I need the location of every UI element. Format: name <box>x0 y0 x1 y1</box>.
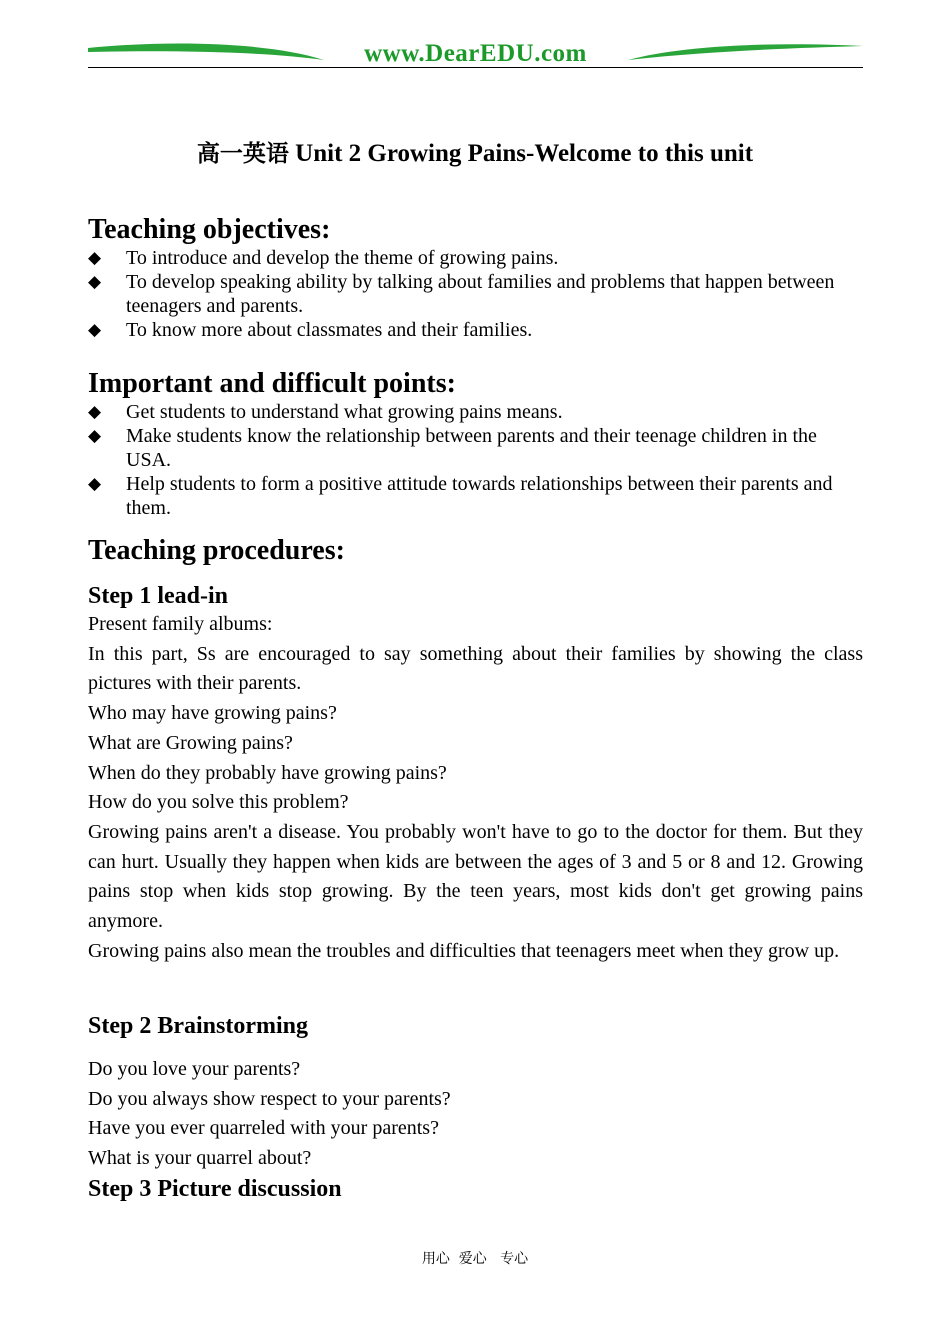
list-item: ◆ To introduce and develop the theme of growing pains. <box>88 247 559 269</box>
step1-heading: Step 1 lead-in <box>88 583 229 609</box>
procedures-heading: Teaching procedures: <box>88 535 345 566</box>
paragraph: What is your quarrel about? <box>88 1147 312 1170</box>
step2-heading: Step 2 Brainstorming <box>88 1013 309 1039</box>
list-item: ◆ To know more about classmates and their families. <box>88 319 533 341</box>
diamond-bullet-icon: ◆ <box>88 426 102 446</box>
title-chinese: 高一英语 <box>196 141 289 167</box>
step2-body <box>88 1055 863 1174</box>
site-header-banner <box>88 38 863 70</box>
document-title <box>0 135 950 168</box>
title-english: Unit 2 Growing Pains-Welcome to this unit <box>288 140 754 167</box>
list-item: ◆ Get students to understand what growing pains means. <box>88 401 563 423</box>
points-list <box>88 400 863 520</box>
list-item: ◆ Make students know the relationship between parents and their teenage children in the USA. <box>88 425 817 471</box>
points-heading: Important and difficult points: <box>88 368 456 399</box>
paragraph: How do you solve this problem? <box>88 791 349 814</box>
paragraph: Do you always show respect to your parents? <box>88 1087 451 1110</box>
list-item: ◆ To develop speaking ability by talking about families and problems that happen between teenagers and parents. <box>88 271 835 317</box>
diamond-bullet-icon: ◆ <box>88 474 102 494</box>
paragraph: Growing pains aren't a disease. You probably won't have to go to the doctor for them. But they can hurt. Usually they happen when kids are between the ages of 3 and 5 or 8 and 12. Growing pains stop when kids stop growing. By the teen years, most kids don't get growing pains anymore. <box>88 820 863 933</box>
diamond-bullet-icon: ◆ <box>88 402 102 422</box>
paragraph: Do you love your parents? <box>88 1058 301 1080</box>
paragraph: Present family albums: <box>88 613 273 635</box>
diamond-bullet-icon: ◆ <box>88 248 102 268</box>
objectives-list <box>88 246 863 342</box>
site-logo-text: www.DearEDU.com <box>364 40 587 67</box>
objectives-heading: Teaching objectives: <box>88 214 331 245</box>
diamond-bullet-icon: ◆ <box>88 320 102 340</box>
paragraph: When do they probably have growing pains? <box>88 761 447 784</box>
page-footer: 用心 爱心 专心 <box>421 1251 529 1267</box>
paragraph: Who may have growing pains? <box>88 702 337 725</box>
list-item: ◆ Help students to form a positive attitude towards relationships between their parents and them. <box>88 473 833 519</box>
header-rule <box>88 67 863 68</box>
paragraph: What are Growing pains? <box>88 731 293 754</box>
diamond-bullet-icon: ◆ <box>88 272 102 292</box>
paragraph: Have you ever quarreled with your parents? <box>88 1117 439 1140</box>
paragraph: Growing pains also mean the troubles and difficulties that teenagers meet when they grow up. <box>88 939 840 962</box>
paragraph: In this part, Ss are encouraged to say something about their families by showing the class pictures with their parents. <box>88 642 863 695</box>
step3-heading: Step 3 Picture discussion <box>88 1176 342 1202</box>
step1-body <box>88 610 863 966</box>
